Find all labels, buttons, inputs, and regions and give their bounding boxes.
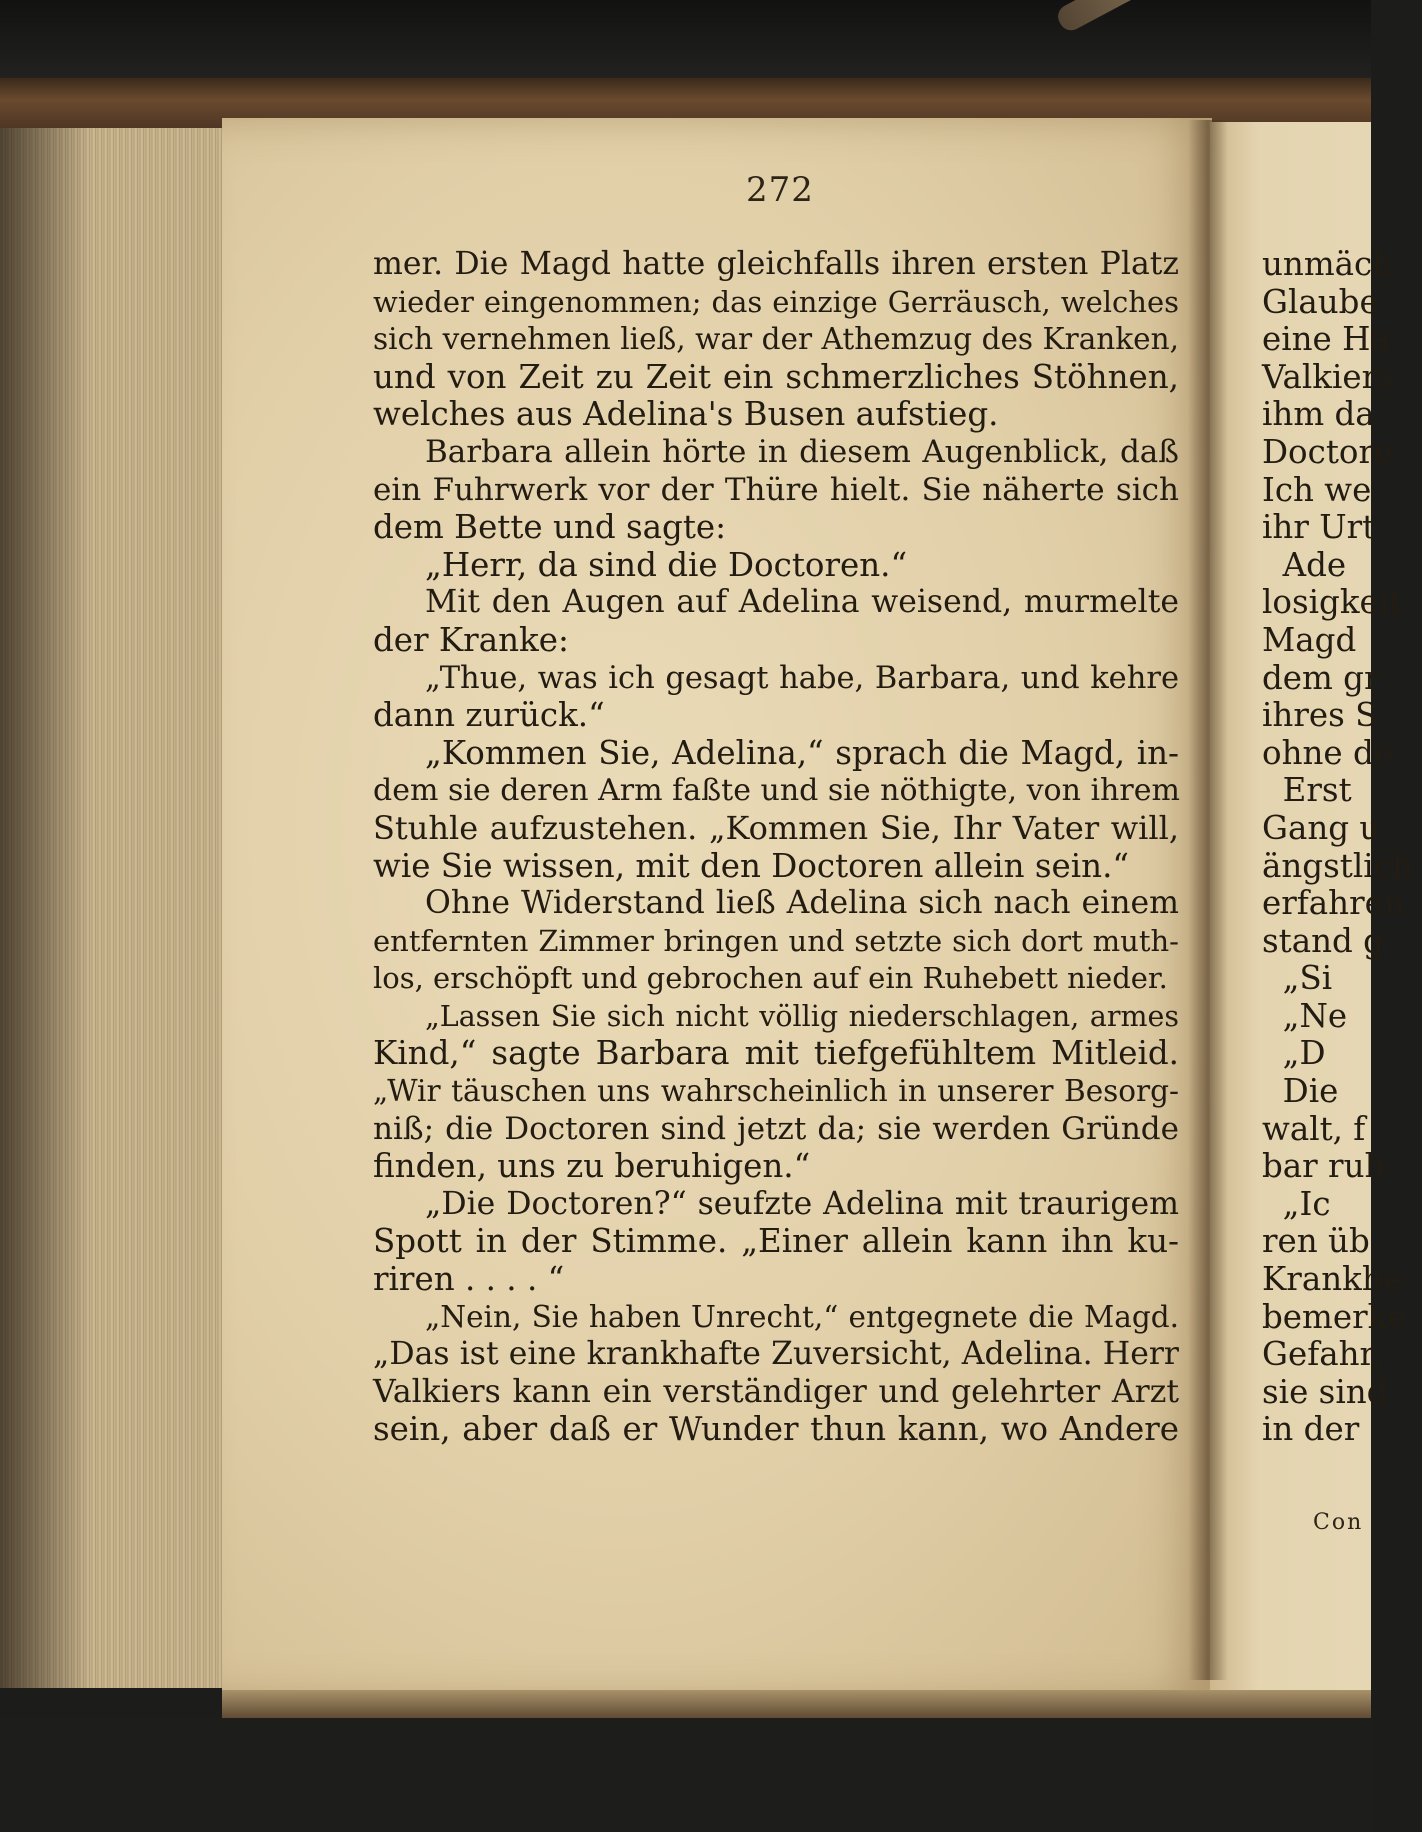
text-line: Kind,“ sagte Barbara mit tiefgefühltem Mitleid.: [373, 1034, 1179, 1073]
left-page-text: [373, 246, 1179, 1449]
text-line: „Thue, was ich gesagt habe, Barbara, und kehre: [425, 660, 1179, 696]
text-line-fragment: stand g: [1262, 921, 1384, 960]
background-bottom: [0, 1718, 1371, 1832]
text-line-fragment: Erst: [1262, 771, 1352, 810]
text-line-fragment: „Si: [1262, 959, 1333, 998]
text-line: sich vernehmen ließ, war der Athemzug des Kranken,: [373, 322, 1179, 357]
right-page-footer: Con: [1313, 1510, 1364, 1535]
text-line: „Wir täuschen uns wahrscheinlich in unserer Besorg-: [373, 1074, 1179, 1109]
text-line-fragment: Krankhe: [1262, 1260, 1402, 1299]
text-line-fragment: eine Ha: [1262, 320, 1390, 359]
text-line-fragment: „Ne: [1262, 996, 1348, 1035]
text-line-fragment: Doctore: [1262, 432, 1394, 471]
text-line: entfernten Zimmer bringen und setzte sich dort muth-: [373, 923, 1179, 958]
text-line: Spott in der Stimme. „Einer allein kann ihn ku-: [373, 1222, 1179, 1261]
text-line: Stuhle aufzustehen. „Kommen Sie, Ihr Vater will,: [373, 808, 1179, 847]
text-line: dem Bette und sagte:: [373, 508, 727, 547]
text-line-fragment: Gang u: [1262, 808, 1381, 847]
text-line-fragment: ihres S: [1262, 696, 1378, 735]
book-gutter: [1188, 120, 1228, 1680]
text-line-fragment: walt, f: [1262, 1109, 1366, 1148]
text-line-fragment: Ade: [1262, 545, 1347, 584]
page-edges-shadow: [0, 128, 90, 1688]
text-line-fragment: „D: [1262, 1034, 1326, 1073]
text-line: dem sie deren Arm faßte und sie nöthigte, von ihrem: [373, 773, 1180, 809]
text-line-fragment: Gefahr,: [1262, 1335, 1382, 1374]
text-line: „Herr, da sind die Doctoren.“: [425, 545, 908, 584]
text-line: „Nein, Sie haben Unrecht,“ entgegnete die Magd.: [425, 1299, 1179, 1334]
text-line-fragment: erfahren: [1262, 884, 1405, 923]
text-line-fragment: „Ic: [1262, 1184, 1331, 1223]
text-line: Barbara allein hörte in diesem Augenblick, daß: [425, 433, 1179, 470]
text-line-fragment: Die: [1262, 1072, 1339, 1111]
text-line-fragment: bemerke: [1262, 1297, 1407, 1336]
text-line: los, erschöpft und gebrochen auf ein Ruhebett nieder.: [373, 961, 1168, 996]
text-line-fragment: Valkiers: [1262, 357, 1394, 396]
text-line-fragment: ren üb: [1262, 1222, 1370, 1261]
text-line: wieder eingenommen; das einzige Gerräusch, welches: [373, 284, 1179, 319]
text-line: riren . . . . “: [373, 1260, 565, 1299]
text-line: „Kommen Sie, Adelina,“ sprach die Magd, in-: [425, 733, 1179, 772]
page-number: 272: [746, 170, 814, 210]
text-line-fragment: dem gr: [1262, 658, 1380, 697]
text-line: wie Sie wissen, mit den Doctoren allein sein.“: [373, 846, 1130, 885]
text-line: Valkiers kann ein verständiger und gelehrter Arzt: [373, 1373, 1179, 1410]
text-line-fragment: Ich we: [1262, 470, 1372, 509]
text-line: dann zurück.“: [373, 696, 605, 735]
text-line: und von Zeit zu Zeit ein schmerzliches Stöhnen,: [373, 357, 1179, 396]
text-line-fragment: ohne de: [1262, 733, 1394, 772]
text-line: finden, uns zu beruhigen.“: [373, 1147, 811, 1186]
text-line-fragment: in der: [1262, 1410, 1360, 1449]
text-line-fragment: ängstlich: [1262, 846, 1413, 885]
text-line: niß; die Doctoren sind jetzt da; sie werden Gründe: [373, 1110, 1179, 1147]
text-line-fragment: losigkeit: [1262, 583, 1403, 622]
text-line: „Lassen Sie sich nicht völlig niederschlagen, armes: [425, 999, 1179, 1033]
text-line-fragment: Magd: [1262, 620, 1357, 659]
text-line-fragment: ihm da: [1262, 395, 1375, 434]
text-line: ein Fuhrwerk vor der Thüre hielt. Sie näherte sich: [373, 471, 1179, 508]
text-line-fragment: Glaube: [1262, 282, 1379, 321]
text-line: der Kranke:: [373, 620, 569, 659]
text-line: mer. Die Magd hatte gleichfalls ihren ersten Platz: [373, 246, 1179, 282]
text-line: welches aus Adelina's Busen aufstieg.: [373, 395, 999, 434]
text-line: Mit den Augen auf Adelina weisend, murmelte: [425, 584, 1179, 621]
text-line: Ohne Widerstand ließ Adelina sich nach einem: [425, 885, 1179, 922]
right-page-text-fragments: [1262, 246, 1422, 1449]
text-line-fragment: ihr Urt: [1262, 508, 1376, 547]
text-line: „Das ist eine krankhafte Zuversicht, Adelina. Herr: [373, 1336, 1179, 1373]
text-line: sein, aber daß er Wunder thun kann, wo Andere: [373, 1410, 1179, 1449]
book-bottom-edge: [222, 1690, 1371, 1720]
text-line: „Die Doctoren?“ seufzte Adelina mit traurigem: [425, 1185, 1179, 1222]
text-line-fragment: bar ruh: [1262, 1147, 1386, 1186]
text-line-fragment: sie sind: [1262, 1372, 1388, 1411]
text-line-fragment: unmäch: [1262, 245, 1394, 283]
